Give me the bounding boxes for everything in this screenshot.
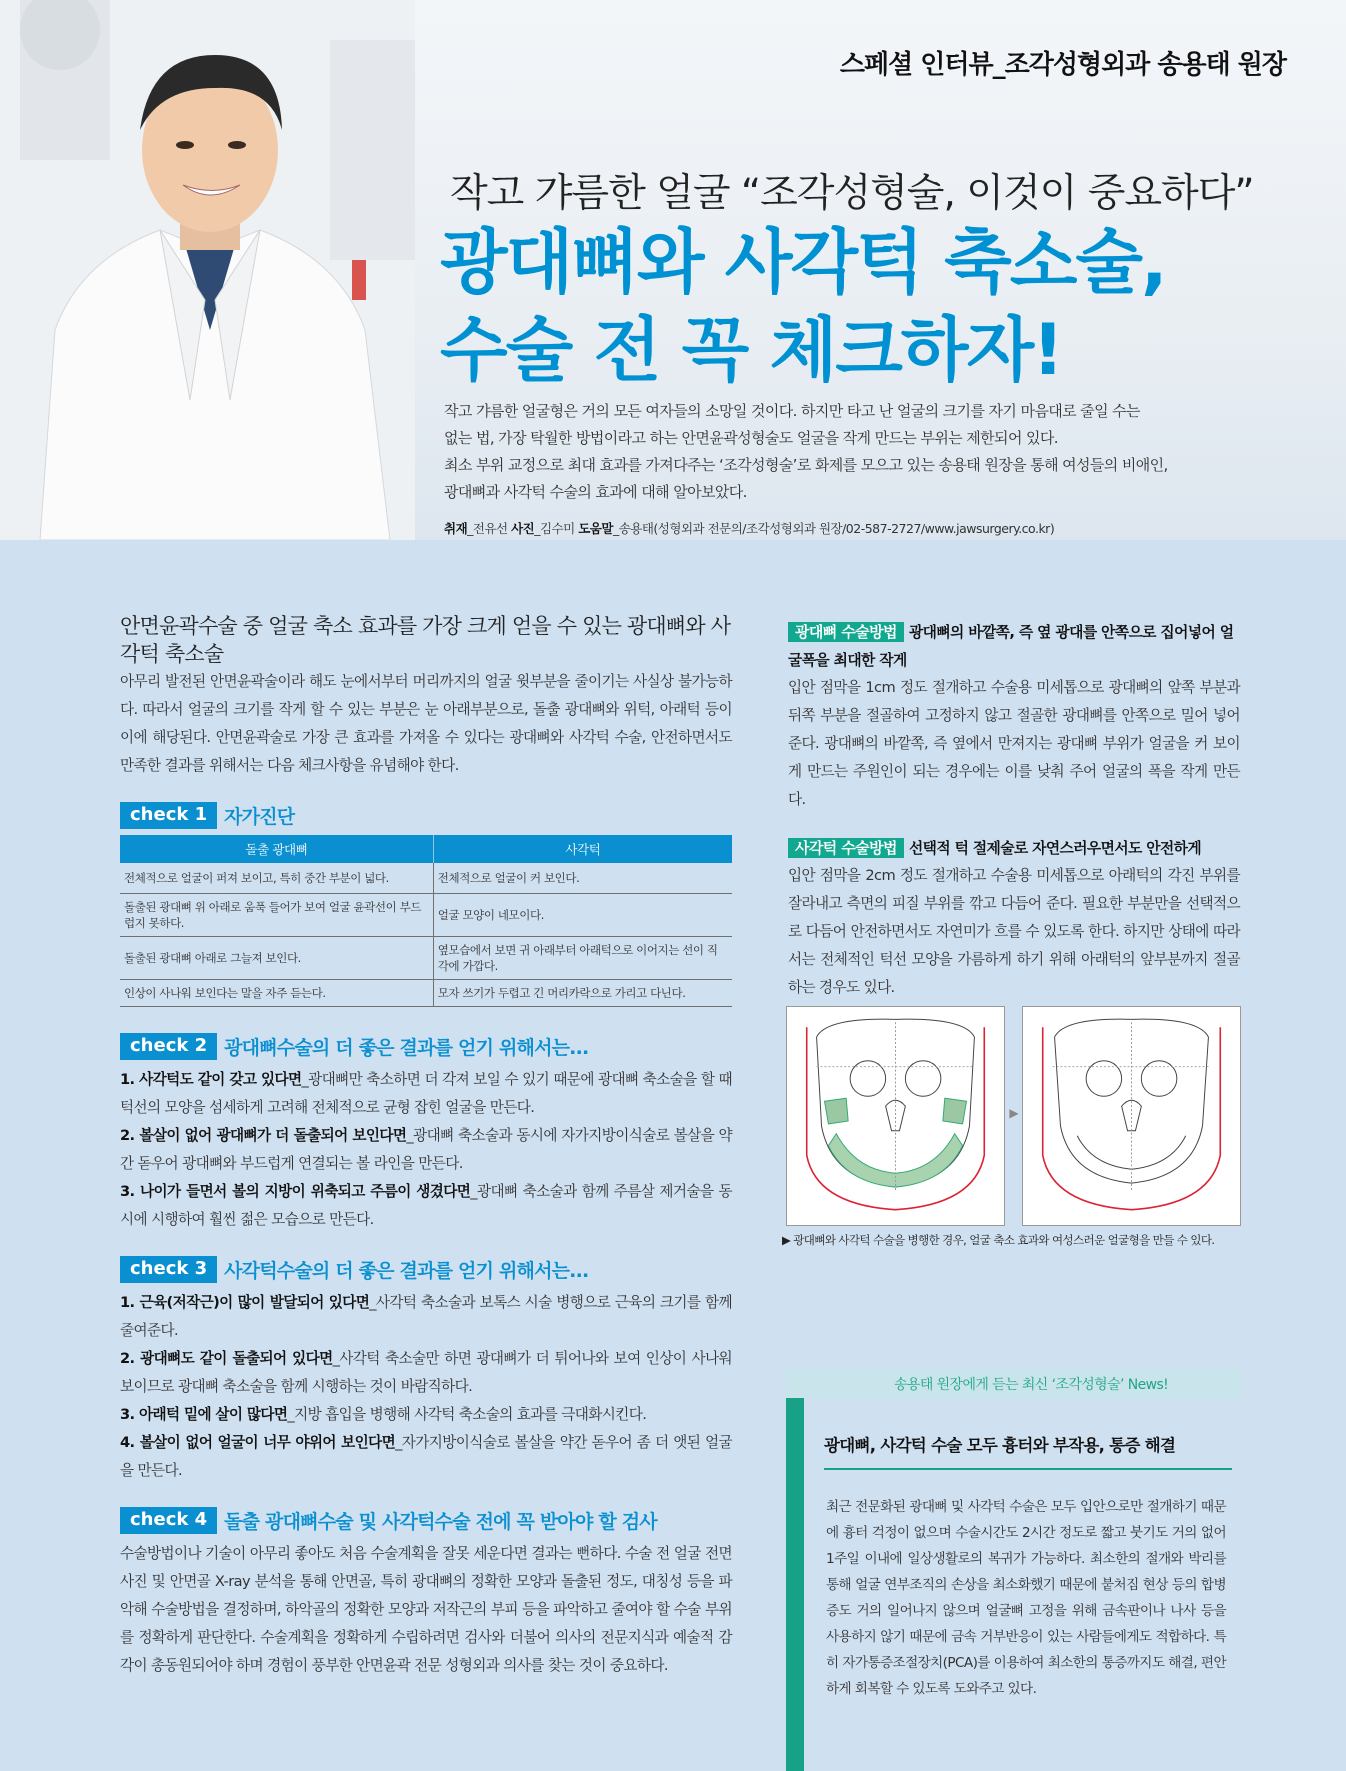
item-text: _사각턱 축소술과 보톡스 시술 병행으로 근육의 크기를 함께 줄여준다.: [120, 1293, 732, 1339]
item-lead: 3. 나이가 들면서 볼의 지방이 위축되고 주름이 생겼다면: [120, 1182, 471, 1200]
headline-line-2: 수술 전 꼭 체크하자!: [440, 309, 1062, 391]
doctor-portrait-icon: [0, 0, 415, 540]
table-header: 사각턱: [433, 835, 732, 863]
table-cell: 모자 쓰기가 두렵고 긴 머리카락으로 가리고 다닌다.: [433, 979, 732, 1006]
jaw-method: [788, 834, 1240, 862]
intro-heading: 안면윤곽수술 중 얼굴 축소 효과를 가장 크게 얻을 수 있는 광대뼈와 사각턱 축소술: [120, 614, 731, 666]
check1-header: [120, 802, 732, 829]
item-lead: 1. 근육(저작근)이 많이 발달되어 있다면: [120, 1293, 370, 1311]
lead-line: 작고 갸름한 얼굴형은 거의 모든 여자들의 소망일 것이다. 하지만 타고 난 얼굴의 크기를 자기 마음대로 줄일 수는: [444, 402, 1140, 420]
self-diagnosis-table: [120, 835, 732, 1007]
item-text: _광대뼈 축소술과 동시에 자가지방이식술로 볼살을 약간 돋우어 광대뼈와 부드럽게 연결되는 볼 라인을 만든다.: [120, 1126, 732, 1172]
check-badge: check 4: [120, 1507, 217, 1534]
lead-paragraph: [444, 398, 1244, 506]
intro-text: 아무리 발전된 안면윤곽술이라 해도 눈에서부터 머리까지의 얼굴 윗부분을 줄이기는 사실상 불가능하다. 따라서 얼굴의 크기를 작게 할 수 있는 부분은 눈 아래부분으로, 돌출 광대뼈와 위턱, 아래턱 등이 이에 해당된다. 안면윤곽술로 가장 큰 효과를 가져올 수 있다는 광대뼈와 사각턱 수술, 안전하면서도 만족한 결과를 위해서는 다음 체크사항을 유념해야 한다.: [120, 673, 732, 774]
arrow-right-icon: ▶: [1009, 1106, 1019, 1120]
table-cell: 인상이 사나워 보인다는 말을 자주 듣는다.: [120, 979, 433, 1006]
check2-list: [120, 1066, 732, 1234]
check3-header: [120, 1256, 732, 1283]
method-badge: 광대뼈 수술방법: [788, 622, 904, 642]
table-cell: 전체적으로 얼굴이 퍼져 보이고, 특히 중간 부분이 넓다.: [120, 863, 433, 893]
table-cell: 돌출된 광대뼈 위 아래로 움푹 들어가 보여 얼굴 윤곽선이 부드럽지 못하다.: [120, 893, 433, 936]
check-title: 자가진단: [224, 806, 295, 828]
lead-line: 광대뼈과 사각턱 수술의 효과에 대해 알아보았다.: [444, 483, 747, 501]
headline-line-1: 광대뼈와 사각턱 축소술,: [440, 221, 1166, 303]
news-text: 최근 전문화된 광대뼈 및 사각턱 수술은 모두 입안으로만 절개하기 때문에 흉터 걱정이 없으며 수술시간도 2시간 정도로 짧고 붓기도 거의 없어 1주일 이내에 일상생활로의 복귀가 가능하다. 최소한의 절개와 박리를 통해 얼굴 연부조직의 손상을 최소화했기 때문에 붙처짐 현상 등의 합병증도 거의 일어나지 않으며 얼굴뼈 고정을 위해 금속판이나 나사 등을 사용하지 않기 때문에 금속 거부반응이 있는 사람들에게도 적합하다. 특히 자가통증조절장치(PCA)를 이용하여 최소한의 통증까지도 해결, 편안하게 회복할 수 있도록 도와주고 있다.: [826, 1499, 1226, 1697]
headline: [440, 218, 1166, 394]
check-badge: check 3: [120, 1256, 217, 1283]
news-tag: [786, 1368, 1242, 1398]
news-title: 광대뼈, 사각턱 수술 모두 흉터와 부작용, 통증 해결: [824, 1432, 1232, 1470]
method-text: 입안 점막을 2cm 정도 절개하고 수술용 미세톱으로 아래턱의 각진 부위를 잘라내고 측면의 피질 부위를 깎고 다듬어 준다. 필요한 부분만을 선택적으로 다듬어 안전하면서도 자연미가 흐를 수 있도록 한다. 하지만 상태에 따라서는 전체적인 턱선 모양을 가름하게 하기 위해 아래턱의 앞부분까지 절골하는 경우도 있다.: [788, 867, 1240, 996]
item-lead: 1. 사각턱도 같이 갖고 있다면: [120, 1070, 302, 1088]
credit-label: 도움말: [578, 521, 613, 536]
credit-label: 사진: [511, 521, 535, 536]
table-header: 돌출 광대뼈: [120, 835, 433, 863]
credit-line: [444, 519, 1054, 537]
list-item: [120, 1122, 732, 1178]
table-row: [120, 936, 732, 979]
table-cell: 돌출된 광대뼈 아래로 그늘져 보인다.: [120, 936, 433, 979]
check-badge: check 1: [120, 802, 217, 829]
item-lead: 2. 볼살이 없어 광대뼈가 더 돌출되어 보인다면: [120, 1126, 407, 1144]
item-text: _광대뼈 축소술과 함께 주름살 제거술을 동시에 시행하여 훨씬 젊은 모습으로 만든다.: [120, 1182, 732, 1228]
item-lead: 4. 볼살이 없어 얼굴이 너무 야위어 보인다면: [120, 1433, 396, 1451]
credit-label: 취재: [444, 521, 468, 536]
news-box: [786, 1368, 1242, 1771]
news-accent-bar: [786, 1398, 804, 1771]
xray-after-icon: [1022, 1006, 1241, 1226]
credit-value: _김수미: [534, 521, 579, 536]
check2-header: [120, 1033, 732, 1060]
news-tag-text: 송용태 원장에게 듣는 최신 ‘조각성형술’ News!: [894, 1377, 1169, 1393]
figure-caption: ▶ 광대뼈와 사각턱 수술을 병행한 경우, 얼굴 축소 효과와 여성스러운 얼굴형을 만들 수 있다.: [782, 1233, 1215, 1247]
table-cell: 옆모습에서 보면 귀 아래부터 아래턱으로 이어지는 선이 직각에 가깝다.: [433, 936, 732, 979]
lead-line: 최소 부위 교정으로 최대 효과를 가져다주는 ‘조각성형술’로 화제를 모으고 있는 송용태 원장을 통해 여성들의 비애인,: [444, 456, 1168, 474]
item-text: _광대뼈만 축소하면 더 각져 보일 수 있기 때문에 광대뼈 축소술을 할 때 턱선의 모양을 섬세하게 고려해 전체적으로 균형 잡힌 얼굴을 만든다.: [120, 1070, 732, 1116]
check-badge: check 2: [120, 1033, 217, 1060]
list-item: [120, 1066, 732, 1122]
method-title: 광대뼈의 바깥쪽, 즉 옆 광대를 안쪽으로 집어넣어 얼굴폭을 최대한 작게: [788, 624, 1234, 669]
list-item: [120, 1178, 732, 1234]
item-lead: 2. 광대뼈도 같이 돌출되어 있다면: [120, 1349, 333, 1367]
item-text: _사각턱 축소술만 하면 광대뼈가 더 튀어나와 보여 인상이 사나워 보이므로 광대뼈 축소술을 함께 시행하는 것이 바람직하다.: [120, 1349, 732, 1395]
table-row: [120, 893, 732, 936]
list-item: [120, 1401, 732, 1429]
check-title: 사각턱수술의 더 좋은 결과를 얻기 위해서는...: [224, 1259, 589, 1282]
check-title: 돌출 광대뼈수술 및 사각턱수술 전에 꼭 받아야 할 검사: [224, 1510, 657, 1533]
item-lead: 3. 아래턱 밑에 살이 많다면: [120, 1405, 288, 1423]
table-cell: 얼굴 모양이 네모이다.: [433, 893, 732, 936]
method-badge: 사각턱 수술방법: [788, 838, 904, 858]
cheekbone-method: [788, 618, 1240, 674]
table-cell: 전체적으로 얼굴이 커 보인다.: [433, 863, 732, 893]
table-row: [120, 979, 732, 1006]
item-text: _지방 흡입을 병행해 사각턱 축소술의 효과를 극대화시킨다.: [287, 1405, 647, 1423]
table-row: [120, 863, 732, 893]
check4-header: [120, 1507, 732, 1534]
doctor-photo: [0, 0, 415, 540]
list-item: [120, 1429, 732, 1485]
credit-value: _송용태(성형외과 전문의/조각성형외과 원장/02-587-2727/www.jawsurgery.co.kr): [612, 521, 1055, 536]
list-item: [120, 1345, 732, 1401]
subtitle: 작고 갸름한 얼굴 “조각성형술, 이것이 중요하다”: [450, 171, 1254, 216]
method-text: 입안 점막을 1cm 정도 절개하고 수술용 미세톱으로 광대뼈의 앞쪽 부분과 뒤쪽 부분을 절골하여 고정하지 않고 절골한 광대뼈를 안쪽으로 밀어 넣어준다. 광대뼈의 바깥쪽, 즉 옆에서 만져지는 광대뼈 부위가 얼굴을 커 보이게 만드는 주원인이 되는 경우에는 이를 낮춰 주어 얼굴의 폭을 작게 만든다.: [788, 679, 1240, 808]
xray-comparison: [786, 1006, 1242, 1228]
check-title: 광대뼈수술의 더 좋은 결과를 얻기 위해서는...: [224, 1036, 589, 1059]
item-text: _자가지방이식술로 볼살을 약간 돋우어 좀 더 앳된 얼굴을 만든다.: [120, 1433, 732, 1479]
method-title: 선택적 턱 절제술로 자연스러우면서도 안전하게: [908, 840, 1202, 857]
series-title: 스페셜 인터뷰_조각성형외과 송용태 원장: [839, 50, 1286, 80]
xray-before-icon: [786, 1006, 1005, 1226]
check3-list: [120, 1289, 732, 1485]
credit-value: _전유선: [467, 521, 512, 536]
left-column: [120, 612, 732, 1680]
list-item: [120, 1289, 732, 1345]
check4-text: 수술방법이나 기술이 아무리 좋아도 처음 수술계획을 잘못 세운다면 결과는 뻔하다. 수술 전 얼굴 전면 사진 및 안면골 X-ray 분석을 통해 안면골, 특히 광대뼈의 정확한 모양과 돌출된 정도, 대칭성 등을 파악해 수술방법을 결정하며, 하악골의 정확한 모양과 저작근의 부피 등을 파악하고 줄여야 할 수술 부위를 정확하게 판단한다. 수술계획을 정확하게 수립하려면 검사와 더불어 의사의 전문지식과 예술적 감각이 총동원되어야 하며 경험이 풍부한 안면윤곽 전문 성형외과 의사를 찾는 것이 중요하다.: [120, 1544, 732, 1674]
lead-line: 없는 법, 가장 탁월한 방법이라고 하는 안면윤곽성형술도 얼굴을 작게 만드는 부위는 제한되어 있다.: [444, 429, 1058, 447]
right-column: [788, 618, 1240, 1002]
